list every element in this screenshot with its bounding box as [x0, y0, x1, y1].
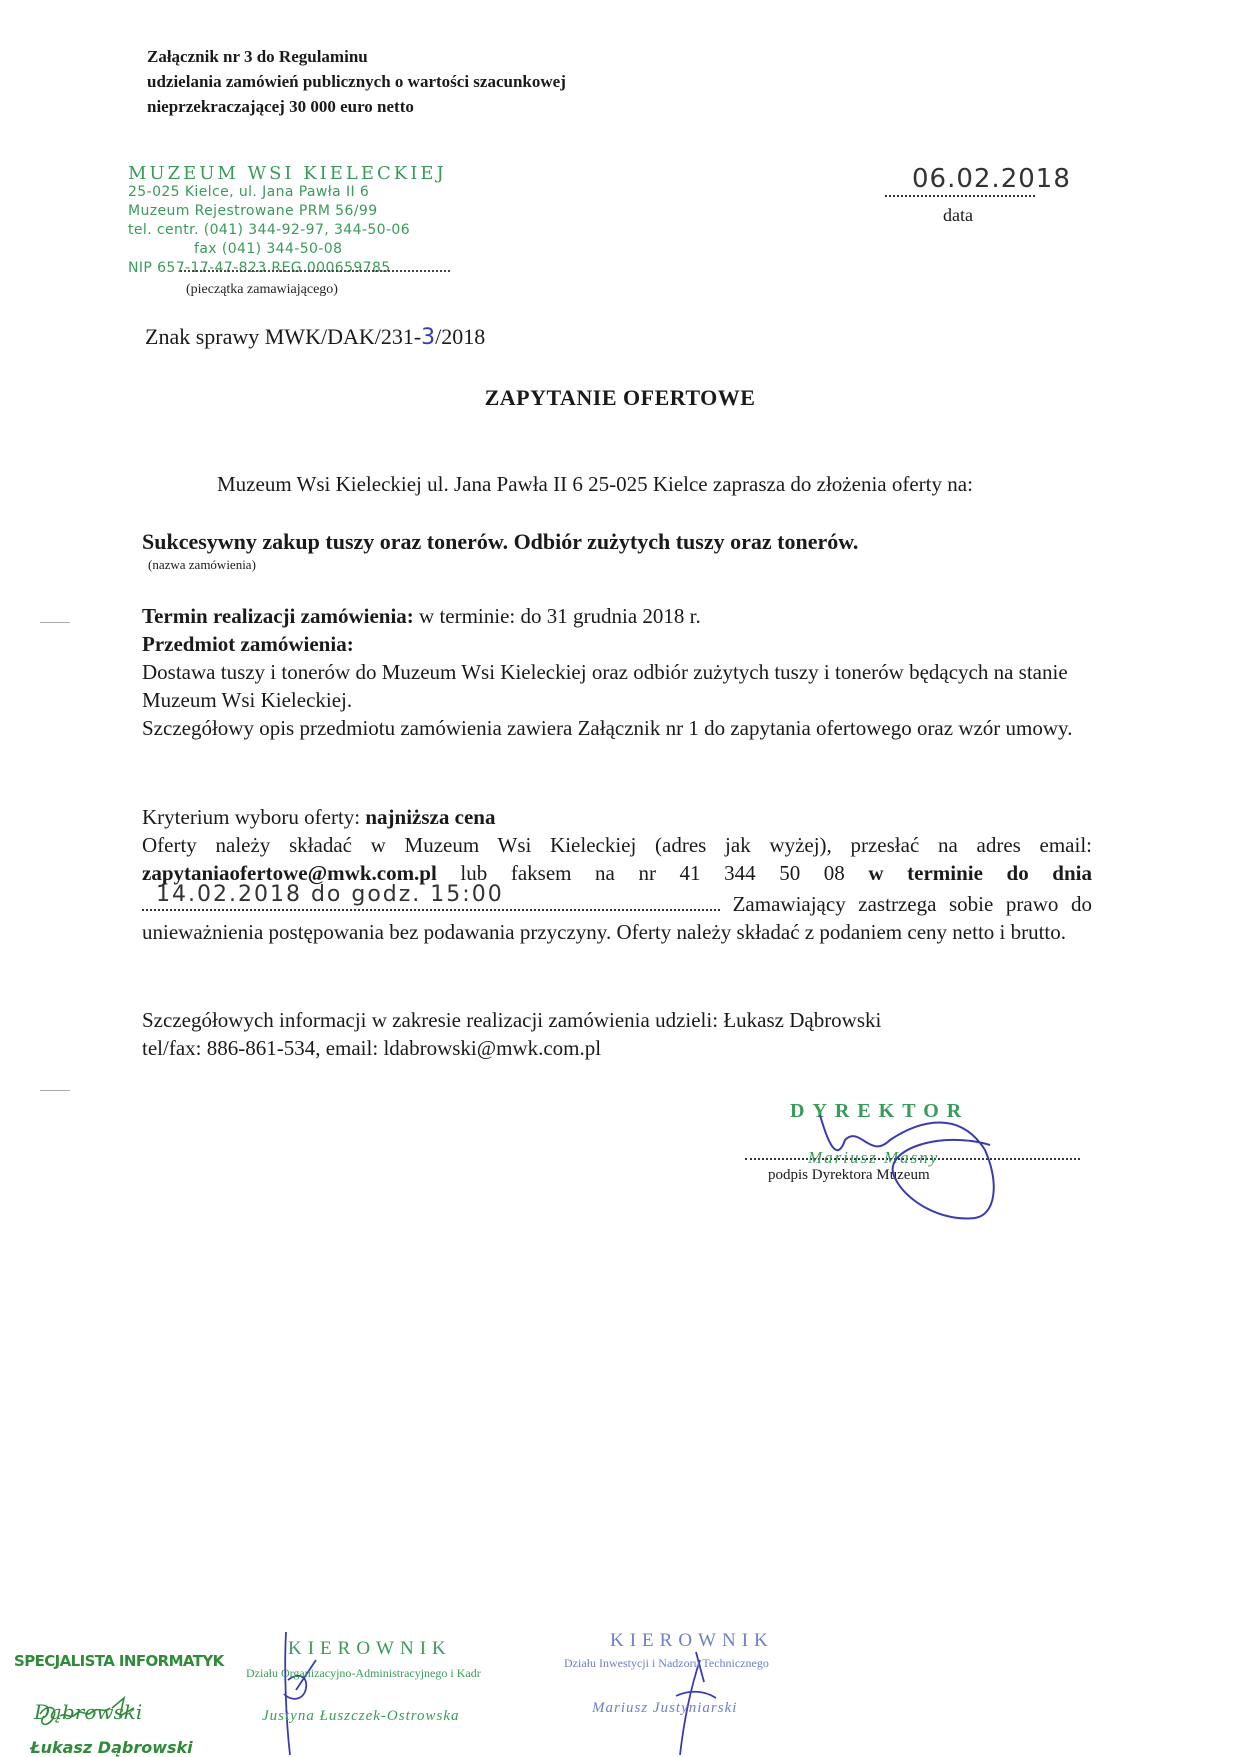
kier1-stamp-title: KIEROWNIK	[288, 1638, 452, 1659]
submission-deadline-label: w terminie do dnia	[868, 861, 1092, 885]
stamp-line: 25-025 Kielce, ul. Jana Pawła II 6	[128, 184, 370, 200]
director-stamp-title: DYREKTOR	[790, 1100, 970, 1122]
attachment-note-line: Załącznik nr 3 do Regulaminu	[147, 47, 368, 66]
spec-stamp-name: Łukasz Dąbrowski	[30, 1738, 193, 1757]
kier1-stamp-name: Justyna Łuszczek-Ostrowska	[262, 1708, 460, 1724]
case-reference-prefix: Znak sprawy MWK/DAK/231-	[145, 324, 422, 349]
deadline-label: Termin realizacji zamówienia:	[142, 604, 414, 628]
stamp-caption: (pieczątka zamawiającego)	[186, 282, 338, 297]
stamp-line: fax (041) 344-50-08	[194, 241, 343, 257]
stamp-line: tel. centr. (041) 344-92-97, 344-50-06	[128, 222, 411, 238]
director-signature	[820, 1115, 994, 1218]
submission-rest: Zamawiający zastrzega sobie prawo do unieważnienia postępowania bez podawania przyczyny. Oferty należy składać z podaniem ceny netto i brutto.	[142, 892, 1092, 944]
object-description: Dostawa tuszy i tonerów do Muzeum Wsi Kieleckiej oraz odbiór zużytych tuszy i tonerów będących na stanie Muzeum Wsi Kieleckiej.	[142, 660, 1068, 712]
order-subject: Sukcesywny zakup tuszy oraz tonerów. Odbiór zużytych tuszy oraz tonerów.	[142, 529, 859, 554]
director-stamp-name: Mariusz Masny	[808, 1148, 940, 1167]
contact-line: Szczegółowych informacji w zakresie realizacji zamówienia udzieli: Łukasz Dąbrowski	[142, 1008, 882, 1032]
case-reference-handwritten: 3	[421, 325, 436, 350]
stamp-line: MUZEUM WSI KIELECKIEJ	[128, 163, 447, 184]
stamp-line: NIP 657-17-47-823 REG 000659785	[128, 260, 391, 276]
kier1-stamp-dept: Działu Organizacyjno-Administracyjnego i Kadr	[246, 1666, 481, 1680]
submission-text: Oferty należy składać w Muzeum Wsi Kieleckiej (adres jak wyżej), przesłać na adres email:	[142, 833, 1092, 857]
intro-paragraph: Muzeum Wsi Kieleckiej ul. Jana Pawła II 6 25-025 Kielce zaprasza do złożenia oferty na:	[217, 472, 973, 496]
submission-fax: lub faksem na nr 41 344 50 08	[436, 861, 869, 885]
document-title: ZAPYTANIE OFERTOWE	[484, 385, 756, 410]
signature-caption: podpis Dyrektora Muzeum	[768, 1167, 930, 1183]
kier2-stamp-name: Mariusz Justyniarski	[592, 1700, 738, 1716]
kier2-stamp-title: KIEROWNIK	[610, 1630, 774, 1651]
submission-email: zapytaniaofertowe@mwk.com.pl	[142, 861, 437, 885]
deadline-value: w terminie: do 31 grudnia 2018 r.	[413, 604, 701, 628]
criteria-label: Kryterium wyboru oferty:	[142, 805, 366, 829]
spec-stamp-title: SPECJALISTA INFORMATYK	[14, 1652, 224, 1670]
case-reference-suffix: /2018	[435, 324, 486, 349]
attachment-note-line: udzielania zamówień publicznych o wartości szacunkowej	[147, 72, 566, 91]
order-subject-caption: (nazwa zamówienia)	[148, 557, 256, 572]
object-details: Szczegółowy opis przedmiotu zamówienia zawiera Załącznik nr 1 do zapytania ofertowego oraz wzór umowy.	[142, 716, 1073, 740]
kier2-stamp-dept: Działu Inwestycji i Nadzoru Technicznego	[564, 1656, 769, 1670]
criteria-value: najniższa cena	[365, 805, 496, 829]
object-label: Przedmiot zamówienia:	[142, 632, 354, 656]
contact-line: tel/fax: 886-861-534, email: ldabrowski@mwk.com.pl	[142, 1036, 602, 1060]
attachment-note-line: nieprzekraczającej 30 000 euro netto	[147, 97, 414, 116]
handwritten-date: 06.02.2018	[912, 164, 1071, 194]
stamp-line: Muzeum Rejestrowane PRM 56/99	[128, 203, 378, 219]
date-label: data	[943, 205, 973, 225]
handwritten-deadline: 14.02.2018 do godz. 15:00	[156, 882, 504, 907]
spec-handwritten-signature: Dąbrowski	[34, 1700, 143, 1724]
